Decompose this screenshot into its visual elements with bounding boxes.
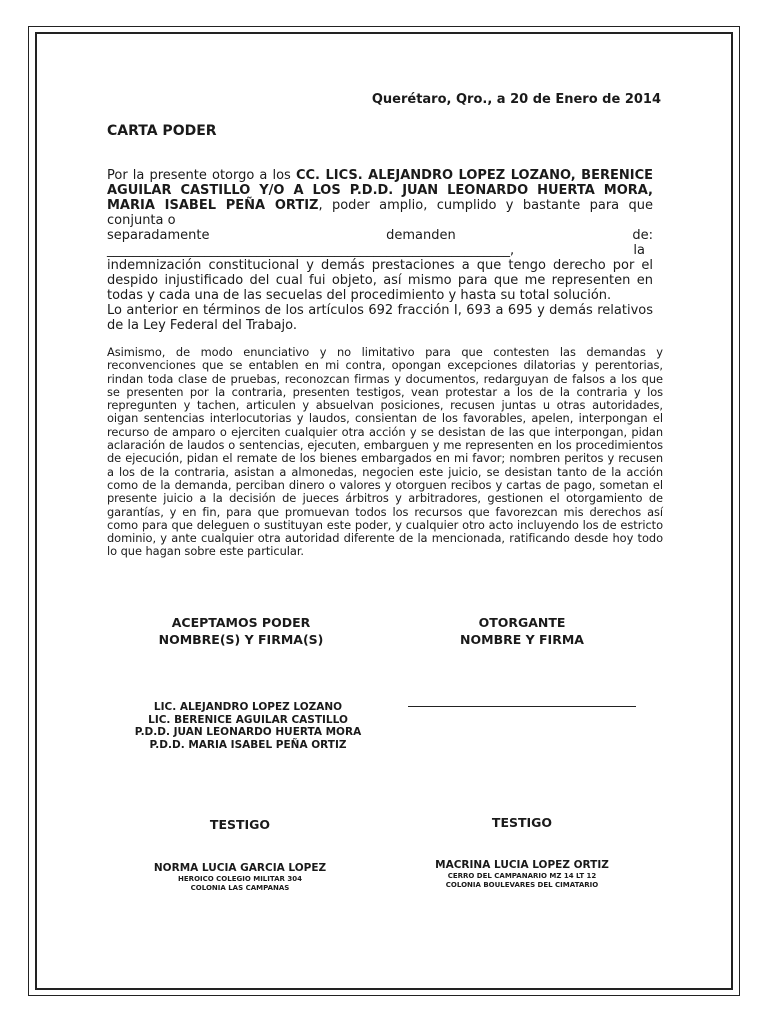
witness2-address-2: COLONIA BOULEVARES DEL CIMATARIO [445, 880, 599, 889]
witness1-name: NORMA LUCIA GARCIA LOPEZ [153, 862, 327, 874]
paragraph-grant [107, 168, 653, 303]
grant-after-names: , poder amplio, cumplido y bastante para que conjunta o [107, 198, 653, 228]
blank-row [107, 243, 653, 258]
attorney-name: P.D.D. MARIA ISABEL PEÑA ORTIZ [149, 738, 347, 751]
attorney-signature-names [110, 701, 386, 751]
blank-line: ______________________________________________________________, [107, 243, 515, 258]
grant-row [107, 228, 653, 243]
paragraph-legal-basis: Lo anterior en términos de los artículos 692 fracción I, 693 a 695 y demás relativos de la Ley Federal del Trabajo. [107, 303, 653, 333]
accept-heading [110, 614, 372, 648]
grantor-signature-line [408, 706, 636, 707]
grant-row-right: de: [632, 228, 653, 243]
date-line: Querétaro, Qro., a 20 de Enero de 2014 [371, 92, 661, 107]
grant-row-mid: demanden [386, 228, 456, 243]
witness1-block [120, 862, 360, 893]
attorney-name: P.D.D. JUAN LEONARDO HUERTA MORA [134, 726, 362, 738]
attorney-name: LIC. ALEJANDRO LOPEZ LOZANO [153, 701, 343, 713]
grantor-heading [414, 614, 630, 648]
paragraph-powers: Asimismo, de modo enunciativo y no limitativo para que contesten las demandas y reconvenciones que se entablen en mi contra, opongan excepciones dilatorias y perentorias, rindan toda clase de pruebas, reconozcan firmas y documentos, redarguyan de falsos a los que se presenten por la contraria, presenten testigos, vean protestar a los de la contraria y los repregunten y tachen, articulen y absuelvan posiciones, recusen juntas u otras autoridades, oigan sentencias interlocutorias y laudos, consientan de los favorables, apelen, interpongan el recurso de amparo o ejerciten cualquier otra acción y se desistan de las que interpongan, pidan aclaración de laudos o sentencias, ejecuten, embarguen y me representen en los procedimientos de ejecución, pidan el remate de los bienes embargados en mi favor; nombren peritos y recusen a los de la contraria, asistan a almonedas, negocien este juicio, se desistan tanto de la acción como de la demanda, perciban dinero o valores y otorguen recibos y cartas de pago, sometan el presente juicio a la decisión de jueces árbitros y arbitradores, gestionen el otorgamiento de garantías, y en fin, para que promuevan todos los recursos que favorezcan mis derechos así como para que deleguen o sustituyan este poder, y cualquier otro acto incluyendo los de estricto dominio, y ante cualquier otra autoridad diferente de la mencionada, ratificando desde hoy todo lo que hagan sobre este particular. [107, 345, 663, 559]
grant-rest: indemnización constitucional y demás prestaciones a que tengo derecho por el despido injustificado del cual fui objeto, así mismo para que me representen en todas y cada una de las secuelas del procedimiento y hasta su total solución. [107, 258, 653, 303]
grantor-heading-1: OTORGANTE [478, 615, 566, 630]
accept-heading-1: ACEPTAMOS PODER [171, 615, 311, 630]
document-title: CARTA PODER [107, 123, 217, 139]
grant-row-left: separadamente [107, 228, 210, 243]
witness1-address-2: COLONIA LAS CAMPANAS [190, 883, 290, 892]
witness2-block [402, 859, 642, 890]
blank-right: la [633, 243, 645, 258]
grant-intro: Por la presente otorgo a los [107, 168, 296, 183]
attorney-name: LIC. BERENICE AGUILAR CASTILLO [148, 713, 348, 726]
witness2-address-1: CERRO DEL CAMPANARIO MZ 14 LT 12 [447, 871, 597, 880]
witness2-name: MACRINA LUCIA LOPEZ ORTIZ [435, 859, 609, 871]
witness2-heading: TESTIGO [491, 815, 553, 830]
accept-heading-2: NOMBRE(S) Y FIRMA(S) [158, 632, 324, 647]
attorney-names: CC. LICS. ALEJANDRO LOPEZ LOZANO, BERENICE AGUILAR CASTILLO Y/O A LOS P.D.D. JUAN LEONARDO HUERTA MORA, MARIA ISABEL PEÑA ORTIZ [107, 168, 653, 213]
witness1-heading: TESTIGO [209, 817, 271, 832]
grantor-heading-2: NOMBRE Y FIRMA [460, 632, 584, 647]
witness1-address-1: HEROICO COLEGIO MILITAR 304 [178, 874, 302, 883]
